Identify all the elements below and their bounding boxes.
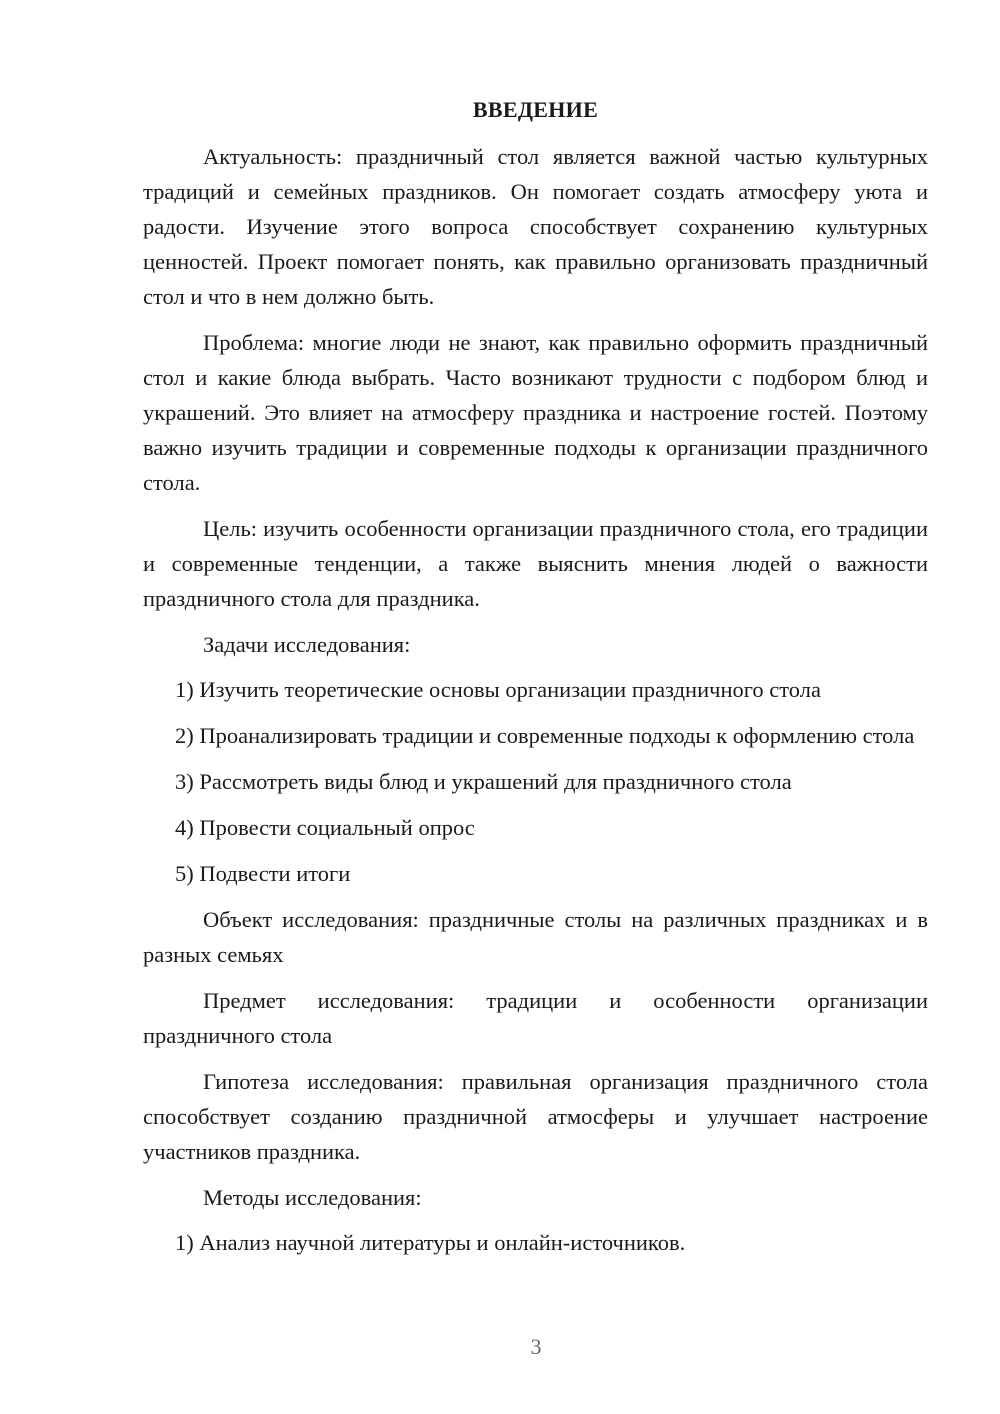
- object-paragraph: Объект исследования: праздничные столы на различных праздниках и в разных семьях: [143, 907, 928, 967]
- tasks-heading: Задачи исследования:: [203, 632, 411, 657]
- task-item-2: 2) Проанализировать традиции и современные подходы к оформлению стола: [175, 723, 915, 748]
- method-item-1: 1) Анализ научной литературы и онлайн-источников.: [175, 1230, 686, 1255]
- methods-heading: Методы исследования:: [203, 1185, 422, 1210]
- page-content: [143, 95, 928, 1271]
- goal-paragraph: Цель: изучить особенности организации праздничного стола, его традиции и современные тенденции, а также выяснить мнения людей о важности праздничного стола для праздника.: [143, 516, 928, 611]
- page-number: 3: [530, 1334, 542, 1359]
- task-item-4: 4) Провести социальный опрос: [175, 815, 475, 840]
- hypothesis-paragraph: Гипотеза исследования: правильная организация праздничного стола способствует созданию праздничной атмосферы и улучшает настроение участников праздника.: [143, 1069, 928, 1164]
- problem-paragraph: Проблема: многие люди не знают, как правильно оформить праздничный стол и какие блюда выбрать. Часто возникают трудности с подбором блюд и украшений. Это влияет на атмосферу праздника и настроение гостей. Поэтому важно изучить традиции и современные подходы к организации праздничного стола.: [143, 330, 928, 495]
- task-item-3: 3) Рассмотреть виды блюд и украшений для праздничного стола: [175, 769, 792, 794]
- task-item-5: 5) Подвести итоги: [175, 861, 351, 886]
- subject-paragraph: Предмет исследования: традиции и особенности организации праздничного стола: [143, 988, 928, 1048]
- relevance-paragraph: Актуальность: праздничный стол является важной частью культурных традиций и семейных праздников. Он помогает создать атмосферу уюта и радости. Изучение этого вопроса способствует сохранению культурных ценностей. Проект помогает понять, как правильно организовать праздничный стол и что в нем должно быть.: [143, 144, 928, 309]
- page-title: ВВЕДЕНИЕ: [472, 97, 599, 122]
- task-item-1: 1) Изучить теоретические основы организации праздничного стола: [175, 677, 821, 702]
